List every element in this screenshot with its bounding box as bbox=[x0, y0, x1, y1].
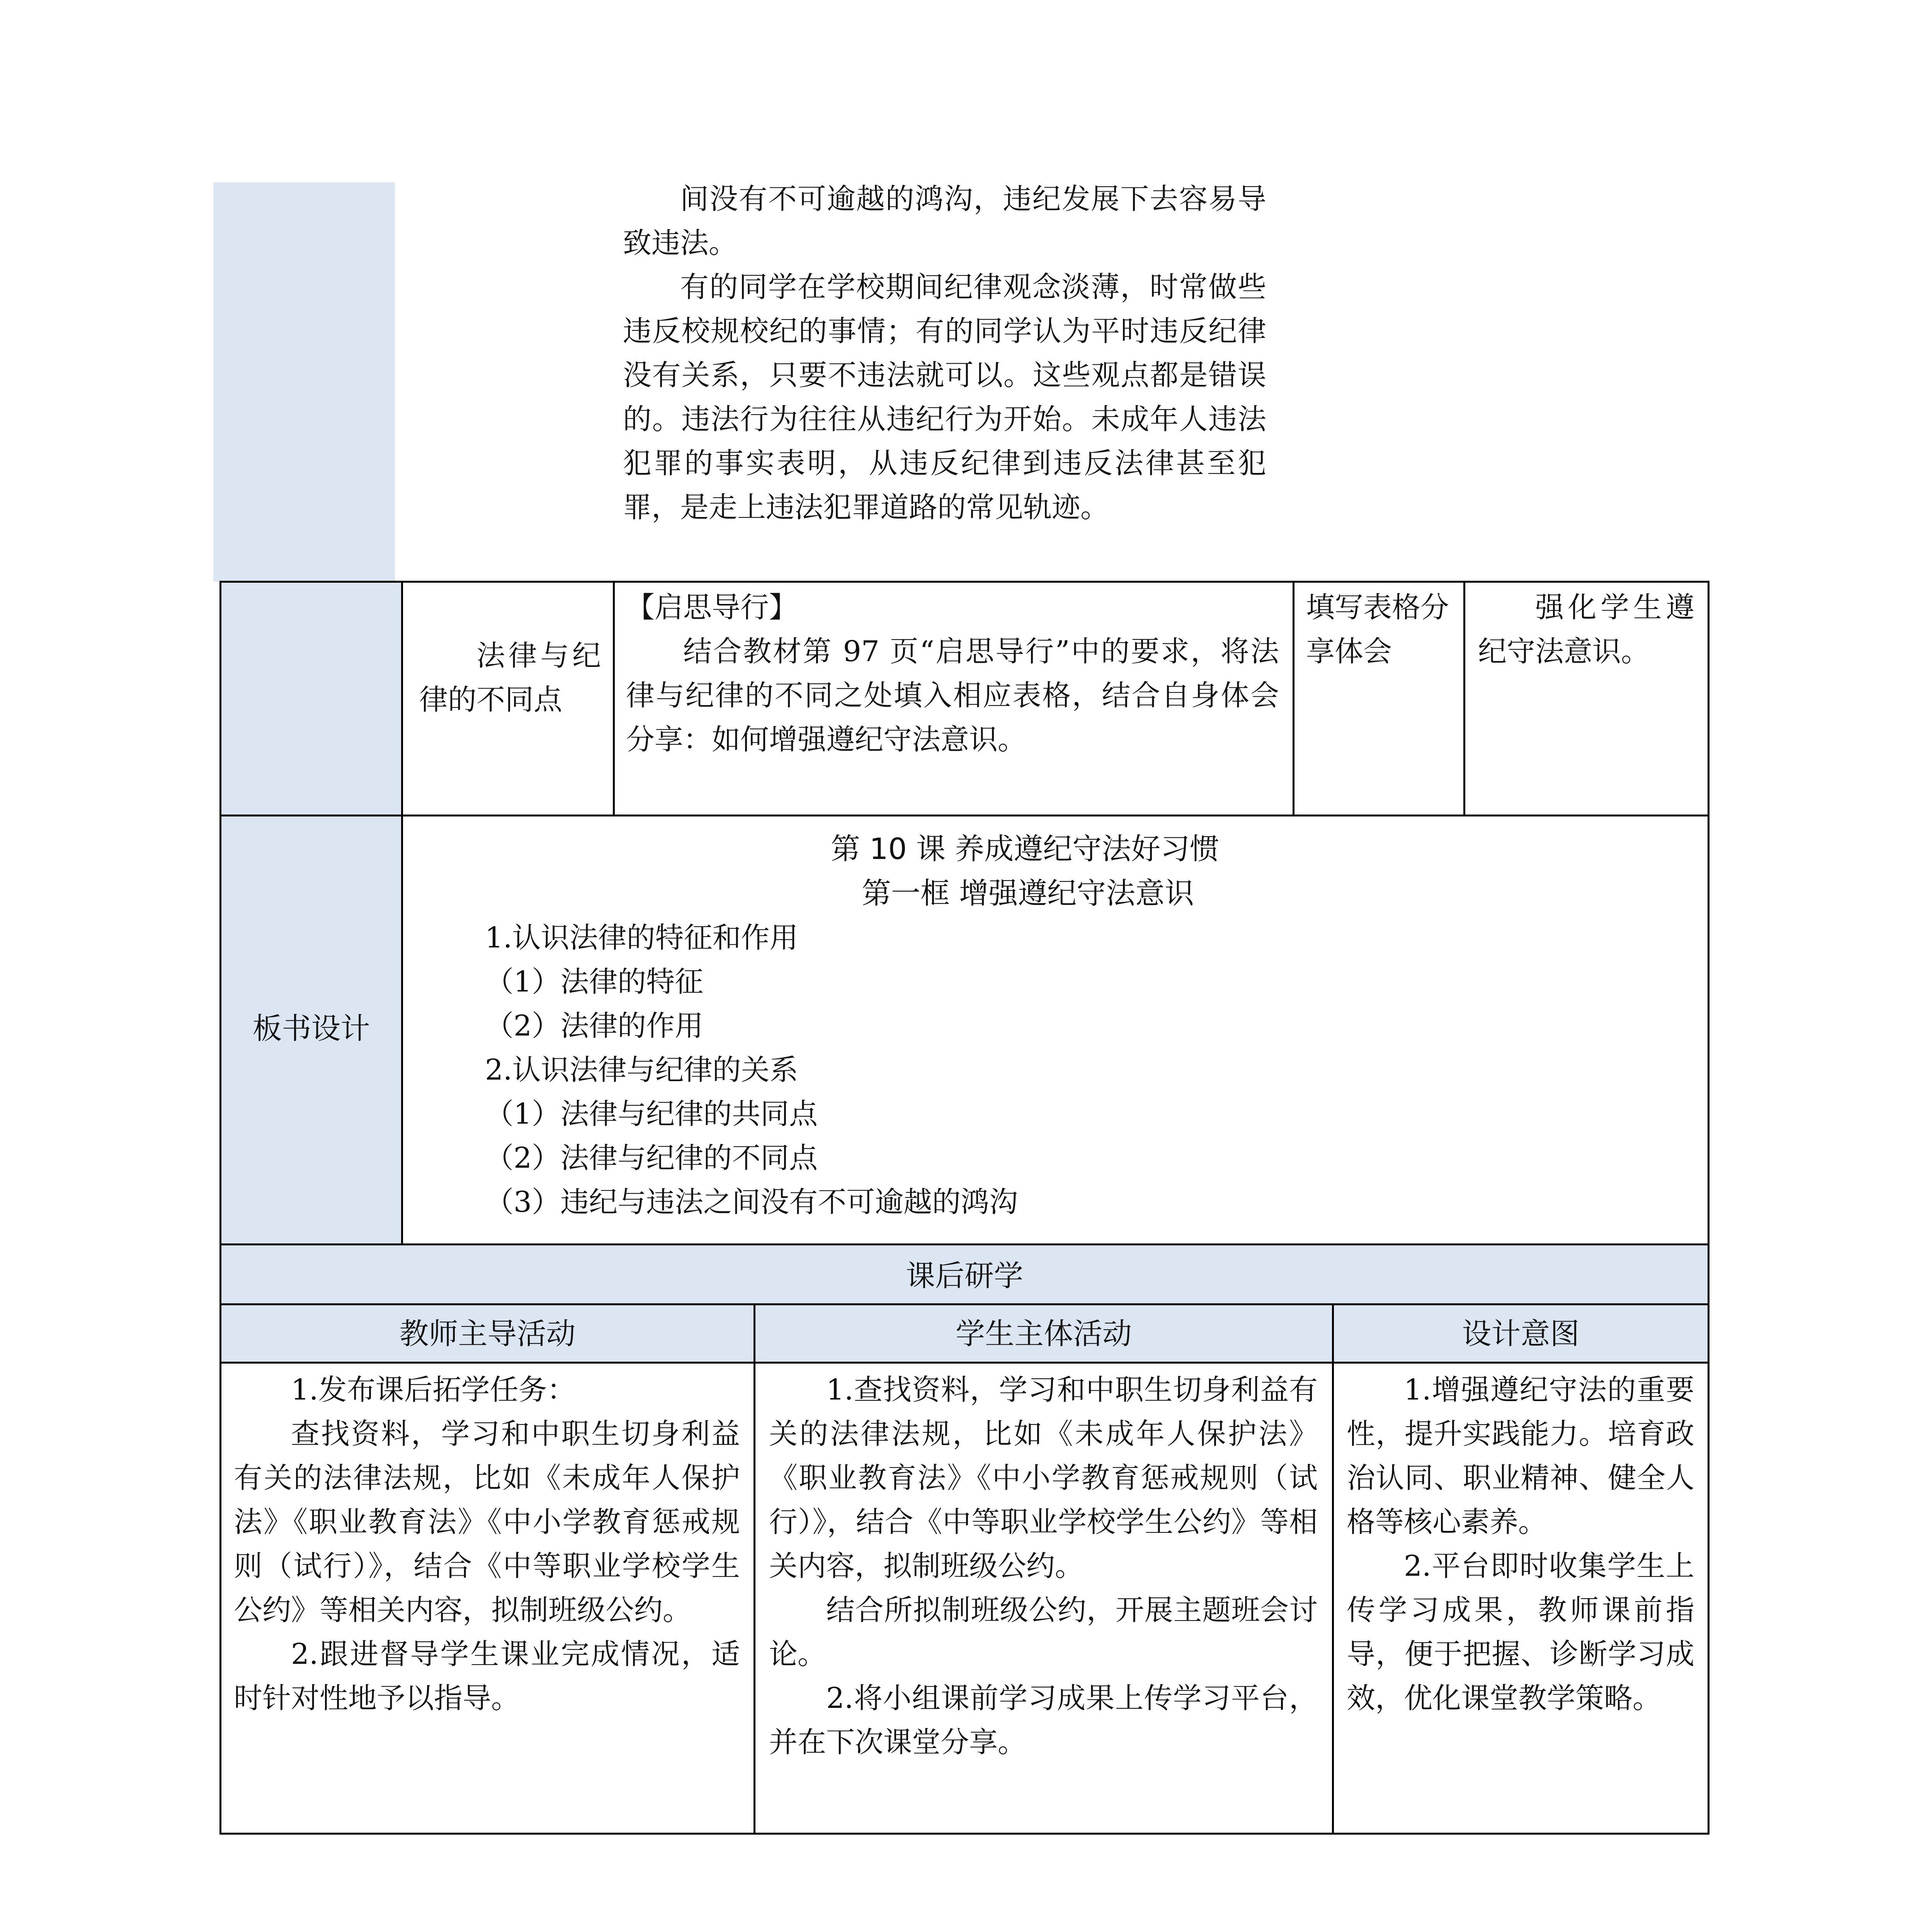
continuation-paragraph-2: 有的同学在学校期间纪律观念淡薄，时常做些违反校规校纪的事情；有的同学认为平时违反纪律没有关系，只要不违法就可以。这些观点都是错误的。违法行为往往从违纪行为开始。未成年人违法犯罪的事实表明，从违反纪律到违反法律甚至犯罪，是走上违法犯罪道路的常见轨迹。 bbox=[623, 270, 1266, 524]
qisi-body: 结合教材第 97 页“启思导行”中的要求，将法律与纪律的不同之处填入相应表格，结合自身体会分享：如何增强遵纪守法意识。 bbox=[626, 635, 1279, 756]
qisi-topic-cell bbox=[419, 634, 601, 722]
board-line-2: （1）法律的特征 bbox=[485, 965, 704, 998]
student-item-3: 2.将小组课前学习成果上传学习平台，并在下次课堂分享。 bbox=[769, 1682, 1318, 1759]
qisi-heading: 【启思导行】 bbox=[626, 591, 798, 624]
teacher-item-3: 2.跟进督导学生课业完成情况，适时针对性地予以指导。 bbox=[234, 1638, 740, 1715]
continuation-text bbox=[623, 177, 1266, 529]
board-label: 板书设计 bbox=[252, 1011, 370, 1046]
qisi-intent: 强化学生遵纪守法意识。 bbox=[1478, 591, 1694, 668]
teacher-item-2: 查找资料，学习和中职生切身利益有关的法律法规，比如《未成年人保护法》《职业教育法》《中小学教育惩戒规则（试行）》，结合《中等职业学校学生公约》等相关内容，拟制班级公约。 bbox=[234, 1417, 740, 1627]
qisi-content-cell bbox=[626, 585, 1279, 762]
header-teacher-activity: 教师主导活动 bbox=[399, 1316, 576, 1351]
student-activity-cell bbox=[769, 1368, 1318, 1764]
teacher-activity-cell bbox=[234, 1368, 740, 1720]
board-line-3: （2）法律的作用 bbox=[485, 1009, 704, 1043]
board-title-1: 第 10 课 养成遵纪守法好习惯 bbox=[831, 832, 1220, 866]
board-line-5: （1）法律与纪律的共同点 bbox=[485, 1097, 818, 1131]
qisi-topic: 法律与纪律的不同点 bbox=[419, 639, 601, 716]
teacher-item-1: 1.发布课后拓学任务： bbox=[291, 1373, 576, 1406]
board-line-6: （2）法律与纪律的不同点 bbox=[485, 1141, 818, 1175]
student-item-1: 1.查找资料，学习和中职生切身利益有关的法律法规，比如《未成年人保护法》《职业教育法》《中小学教育惩戒规则（试行）》，结合《中等职业学校学生公约》等相关内容，拟制班级公约。 bbox=[769, 1373, 1318, 1583]
qisi-intent-cell bbox=[1478, 585, 1694, 673]
student-item-2: 结合所拟制班级公约，开展主题班会讨论。 bbox=[769, 1594, 1318, 1671]
continuation-paragraph-1: 间没有不可逾越的鸿沟，违纪发展下去容易导致违法。 bbox=[623, 182, 1266, 260]
qisi-left-shaded-cell bbox=[220, 582, 401, 816]
intent-item-2: 2.平台即时收集学生上传学习成果，教师课前指导，便于把握、诊断学习成效，优化课堂教学策略。 bbox=[1347, 1549, 1694, 1715]
continuation-shaded-cell bbox=[213, 182, 395, 582]
board-line-1: 1.认识法律的特征和作用 bbox=[485, 921, 798, 954]
after-class-title: 课后研学 bbox=[906, 1259, 1023, 1293]
design-intent-cell bbox=[1347, 1368, 1694, 1720]
qisi-activity-cell bbox=[1306, 585, 1449, 673]
intent-item-1: 1.增强遵纪守法的重要性，提升实践能力。培育政治认同、职业精神、健全人格等核心素养。 bbox=[1347, 1373, 1694, 1539]
header-design-intent: 设计意图 bbox=[1462, 1316, 1580, 1351]
board-line-4: 2.认识法律与纪律的关系 bbox=[485, 1053, 798, 1087]
board-outline bbox=[485, 916, 1412, 1224]
qisi-activity: 填写表格分享体会 bbox=[1306, 591, 1449, 668]
board-title-2: 第一框 增强遵纪守法意识 bbox=[862, 876, 1194, 910]
board-line-7: （3）违纪与违法之间没有不可逾越的鸿沟 bbox=[485, 1185, 1018, 1219]
header-student-activity: 学生主体活动 bbox=[956, 1316, 1132, 1351]
